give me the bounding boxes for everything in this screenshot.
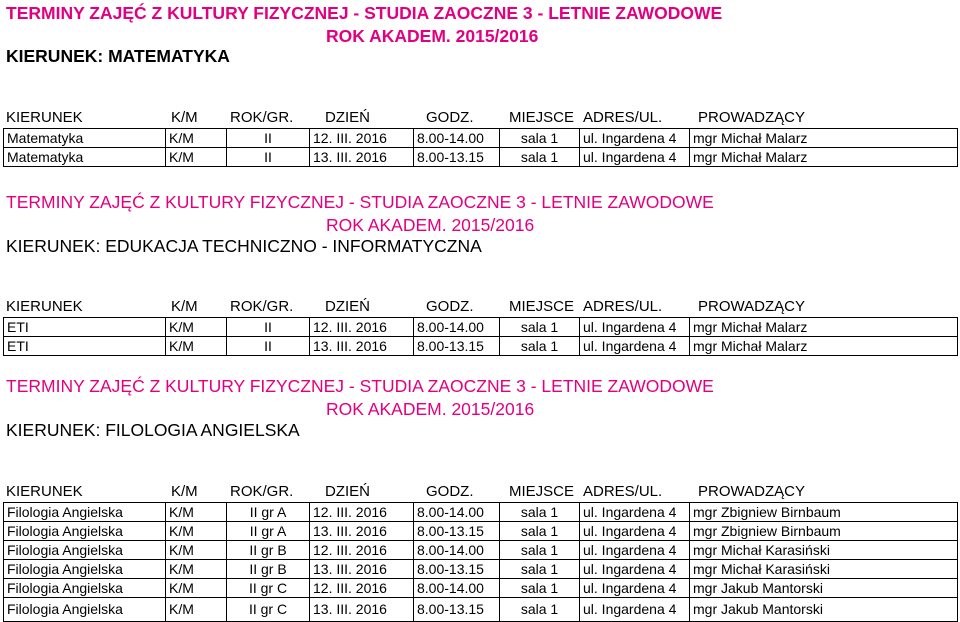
cell-adres: ul. Ingardena 4: [580, 579, 690, 598]
kierunek-heading: KIERUNEK: FILOLOGIA ANGIELSKA: [6, 420, 300, 440]
cell-prowadzacy: mgr Zbigniew Birnbaum: [690, 522, 958, 541]
cell-rok: II gr A: [227, 503, 310, 522]
cell-adres: ul. Ingardena 4: [580, 541, 690, 560]
header-dzien: DZIEŃ: [325, 298, 370, 315]
cell-adres: ul. Ingardena 4: [580, 148, 690, 167]
cell-miejsce: sala 1: [500, 337, 580, 356]
cell-dzien: 12. III. 2016: [310, 579, 414, 598]
header-godz: GODZ.: [426, 483, 474, 500]
header-dzien: DZIEŃ: [325, 483, 370, 500]
table-header: [0, 482, 960, 502]
section-title: TERMINY ZAJĘĆ Z KULTURY FIZYCZNEJ - STUDIA ZAOCZNE 3 - LETNIE ZAWODOWE: [6, 192, 714, 212]
cell-rok: II gr C: [227, 598, 310, 622]
cell-adres: ul. Ingardena 4: [580, 598, 690, 622]
cell-prowadzacy: mgr Zbigniew Birnbaum: [690, 503, 958, 522]
cell-km: K/M: [166, 541, 227, 560]
cell-miejsce: sala 1: [500, 148, 580, 167]
header-godz: GODZ.: [426, 109, 474, 126]
cell-prowadzacy: mgr Michał Karasiński: [690, 541, 958, 560]
table-row: [4, 318, 958, 337]
cell-dzien: 12. III. 2016: [310, 129, 414, 148]
header-rok: ROK/GR.: [230, 109, 294, 126]
academic-year: ROK AKADEM. 2015/2016: [326, 215, 535, 235]
cell-adres: ul. Ingardena 4: [580, 337, 690, 356]
table-row: [4, 541, 958, 560]
header-rok: ROK/GR.: [230, 483, 294, 500]
cell-km: K/M: [166, 129, 227, 148]
cell-dzien: 13. III. 2016: [310, 522, 414, 541]
table-row: [4, 598, 958, 622]
cell-godz: 8.00-13.15: [414, 560, 500, 579]
header-prowadzacy: PROWADZĄCY: [698, 483, 805, 500]
schedule-table: [3, 317, 958, 356]
header-adres: ADRES/UL.: [583, 109, 663, 126]
cell-km: K/M: [166, 337, 227, 356]
cell-kierunek: Matematyka: [4, 148, 166, 167]
table-row: [4, 129, 958, 148]
cell-godz: 8.00-14.00: [414, 579, 500, 598]
cell-dzien: 13. III. 2016: [310, 560, 414, 579]
cell-dzien: 13. III. 2016: [310, 337, 414, 356]
cell-adres: ul. Ingardena 4: [580, 560, 690, 579]
kierunek-heading: KIERUNEK: EDUKACJA TECHNICZNO - INFORMATYCZNA: [6, 236, 482, 256]
cell-rok: II: [227, 148, 310, 167]
cell-rok: II gr A: [227, 522, 310, 541]
cell-miejsce: sala 1: [500, 560, 580, 579]
section-title: TERMINY ZAJĘĆ Z KULTURY FIZYCZNEJ - STUDIA ZAOCZNE 3 - LETNIE ZAWODOWE: [6, 3, 723, 23]
section-title: TERMINY ZAJĘĆ Z KULTURY FIZYCZNEJ - STUDIA ZAOCZNE 3 - LETNIE ZAWODOWE: [6, 376, 714, 396]
cell-miejsce: sala 1: [500, 129, 580, 148]
schedule-table: [3, 502, 958, 622]
cell-godz: 8.00-14.00: [414, 129, 500, 148]
cell-rok: II gr C: [227, 579, 310, 598]
cell-km: K/M: [166, 522, 227, 541]
cell-prowadzacy: mgr Michał Malarz: [690, 318, 958, 337]
cell-prowadzacy: mgr Michał Malarz: [690, 337, 958, 356]
cell-prowadzacy: mgr Jakub Mantorski: [690, 598, 958, 622]
cell-miejsce: sala 1: [500, 318, 580, 337]
cell-miejsce: sala 1: [500, 541, 580, 560]
cell-godz: 8.00-14.00: [414, 503, 500, 522]
cell-miejsce: sala 1: [500, 598, 580, 622]
table-row: [4, 503, 958, 522]
cell-adres: ul. Ingardena 4: [580, 129, 690, 148]
cell-godz: 8.00-13.15: [414, 598, 500, 622]
cell-prowadzacy: mgr Michał Malarz: [690, 148, 958, 167]
table-header: [0, 108, 960, 128]
table-row: [4, 148, 958, 167]
header-prowadzacy: PROWADZĄCY: [698, 109, 805, 126]
cell-dzien: 12. III. 2016: [310, 503, 414, 522]
cell-rok: II: [227, 337, 310, 356]
cell-kierunek: ETI: [4, 318, 166, 337]
header-km: K/M: [171, 483, 198, 500]
cell-adres: ul. Ingardena 4: [580, 503, 690, 522]
cell-godz: 8.00-14.00: [414, 541, 500, 560]
cell-km: K/M: [166, 318, 227, 337]
cell-prowadzacy: mgr Michał Malarz: [690, 129, 958, 148]
cell-kierunek: Filologia Angielska: [4, 560, 166, 579]
header-prowadzacy: PROWADZĄCY: [698, 298, 805, 315]
cell-dzien: 13. III. 2016: [310, 148, 414, 167]
table-row: [4, 522, 958, 541]
cell-kierunek: Filologia Angielska: [4, 522, 166, 541]
header-godz: GODZ.: [426, 298, 474, 315]
cell-miejsce: sala 1: [500, 522, 580, 541]
kierunek-heading: KIERUNEK: MATEMATYKA: [6, 46, 230, 66]
cell-rok: II gr B: [227, 541, 310, 560]
cell-km: K/M: [166, 560, 227, 579]
cell-km: K/M: [166, 503, 227, 522]
cell-prowadzacy: mgr Jakub Mantorski: [690, 579, 958, 598]
cell-km: K/M: [166, 579, 227, 598]
header-miejsce: MIEJSCE: [509, 298, 575, 315]
cell-godz: 8.00-13.15: [414, 337, 500, 356]
cell-dzien: 12. III. 2016: [310, 318, 414, 337]
header-adres: ADRES/UL.: [583, 298, 663, 315]
cell-kierunek: Filologia Angielska: [4, 503, 166, 522]
table-row: [4, 560, 958, 579]
header-dzien: DZIEŃ: [325, 109, 370, 126]
cell-kierunek: Filologia Angielska: [4, 541, 166, 560]
cell-km: K/M: [166, 598, 227, 622]
cell-prowadzacy: mgr Michał Karasiński: [690, 560, 958, 579]
cell-km: K/M: [166, 148, 227, 167]
academic-year: ROK AKADEM. 2015/2016: [326, 26, 539, 46]
cell-godz: 8.00-14.00: [414, 318, 500, 337]
cell-adres: ul. Ingardena 4: [580, 318, 690, 337]
header-kierunek: KIERUNEK: [6, 298, 83, 315]
header-adres: ADRES/UL.: [583, 483, 663, 500]
cell-dzien: 13. III. 2016: [310, 598, 414, 622]
cell-miejsce: sala 1: [500, 579, 580, 598]
header-km: K/M: [171, 298, 198, 315]
academic-year: ROK AKADEM. 2015/2016: [326, 399, 535, 419]
cell-kierunek: Filologia Angielska: [4, 598, 166, 622]
header-rok: ROK/GR.: [230, 298, 294, 315]
cell-rok: II: [227, 318, 310, 337]
cell-dzien: 12. III. 2016: [310, 541, 414, 560]
cell-rok: II gr B: [227, 560, 310, 579]
cell-kierunek: Filologia Angielska: [4, 579, 166, 598]
cell-adres: ul. Ingardena 4: [580, 522, 690, 541]
schedule-table: [3, 128, 958, 167]
table-row: [4, 337, 958, 356]
cell-rok: II: [227, 129, 310, 148]
table-row: [4, 579, 958, 598]
header-kierunek: KIERUNEK: [6, 109, 83, 126]
cell-kierunek: Matematyka: [4, 129, 166, 148]
header-miejsce: MIEJSCE: [509, 483, 575, 500]
header-km: K/M: [171, 109, 198, 126]
table-header: [0, 297, 960, 317]
cell-godz: 8.00-13.15: [414, 522, 500, 541]
cell-miejsce: sala 1: [500, 503, 580, 522]
cell-kierunek: ETI: [4, 337, 166, 356]
cell-godz: 8.00-13.15: [414, 148, 500, 167]
header-miejsce: MIEJSCE: [509, 109, 575, 126]
header-kierunek: KIERUNEK: [6, 483, 83, 500]
